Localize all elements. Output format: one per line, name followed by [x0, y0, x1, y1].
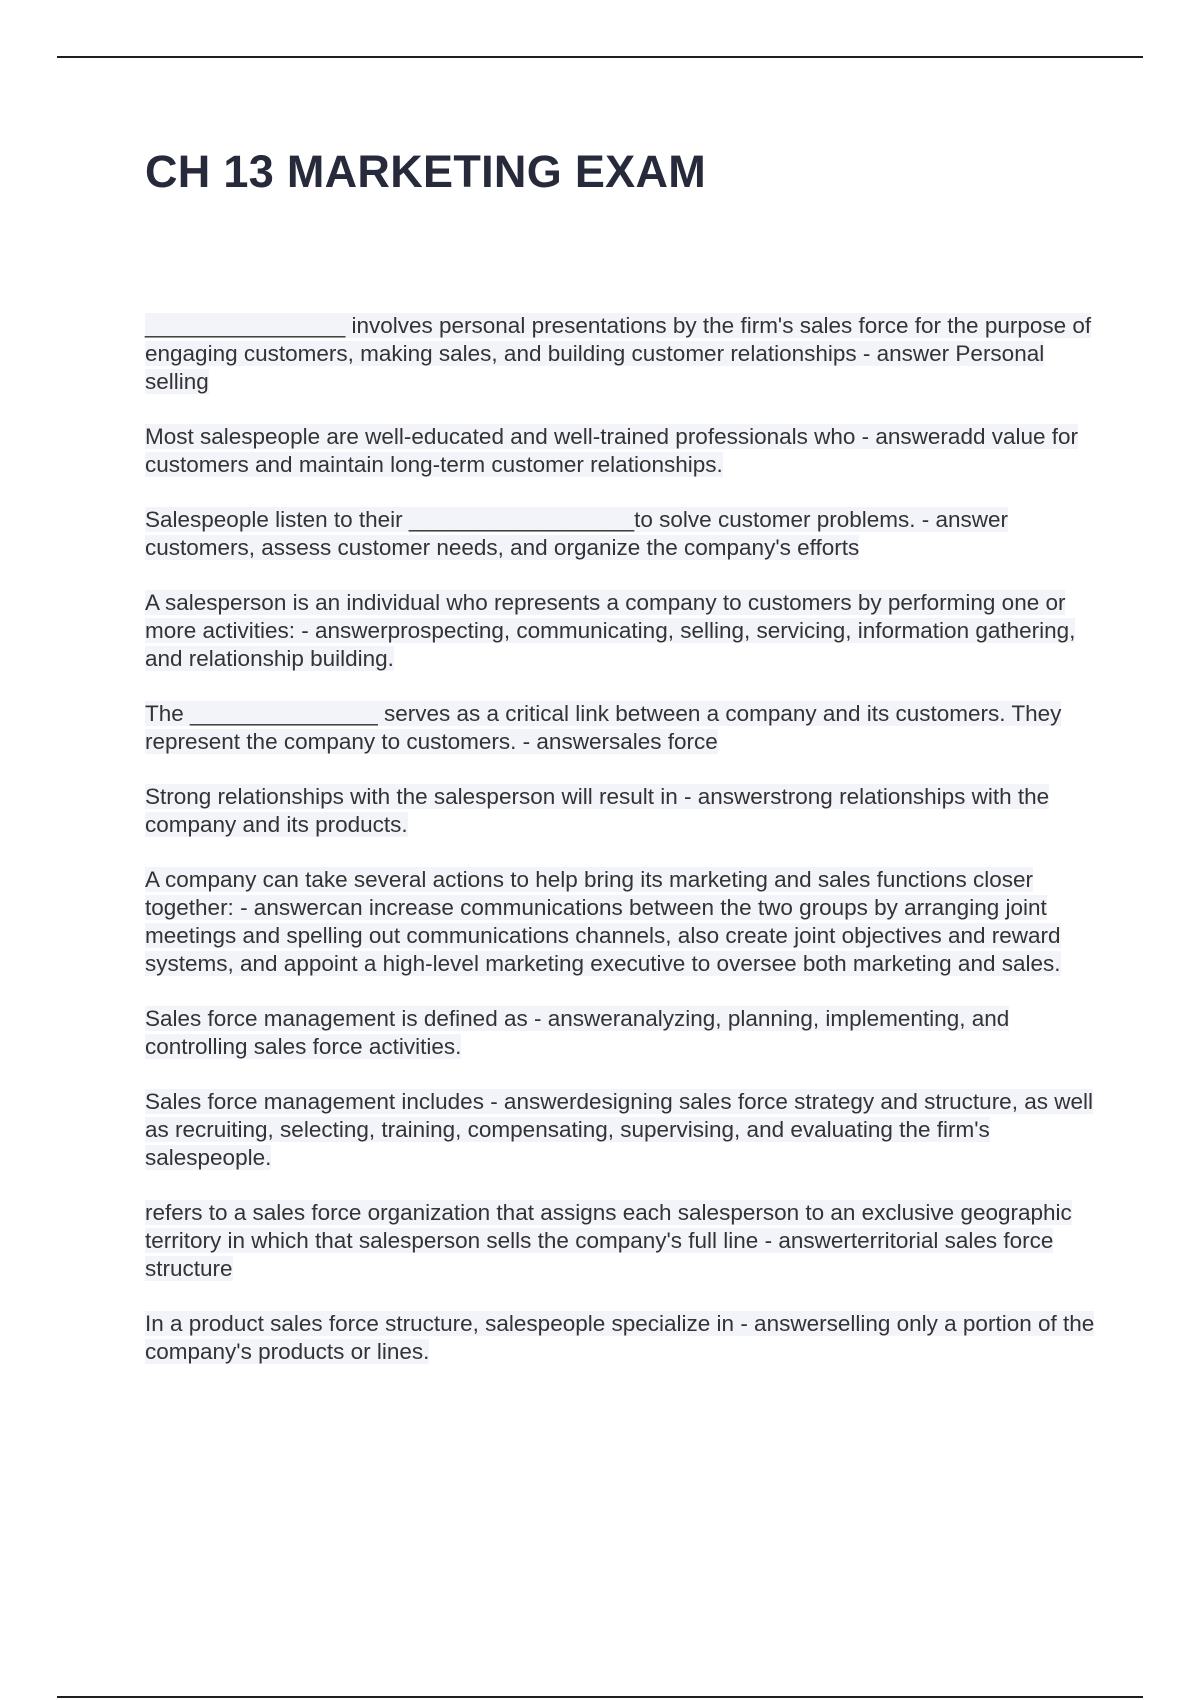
question-list — [145, 312, 1105, 1393]
qa-text: Sales force management includes - answerdesigning sales force strategy and structure, as well as recruiting, selecting, training, compensating, supervising, and evaluating the firm's salespeople. — [145, 1089, 1093, 1170]
qa-text: In a product sales force structure, salespeople specialize in - answerselling only a portion of the company's products or lines. — [145, 1311, 1095, 1364]
qa-text: A company can take several actions to help bring its marketing and sales functions closer together: - answercan increase communications between the two groups by arranging joint meetings and spelling out communications channels, also create joint objectives and reward systems, and appoint a high-level marketing executive to oversee both marketing and sales. — [145, 867, 1061, 976]
qa-text: Strong relationships with the salesperson will result in - answerstrong relationships with the company and its products. — [145, 784, 1050, 837]
qa-item — [145, 1310, 1105, 1366]
document-title: CH 13 MARKETING EXAM — [145, 146, 707, 197]
qa-item — [145, 866, 1105, 978]
qa-item — [145, 700, 1105, 756]
qa-item — [145, 1005, 1105, 1061]
qa-item — [145, 423, 1105, 479]
qa-text: The _______________ serves as a critical link between a company and its customers. They represent the company to customers. - answersales force — [145, 701, 1062, 754]
qa-text: ________________ involves personal presentations by the firm's sales force for the purpose of engaging customers, making sales, and building customer relationships - answer Personal selling — [145, 313, 1092, 394]
qa-item — [145, 1199, 1105, 1283]
qa-text: refers to a sales force organization that assigns each salesperson to an exclusive geographic territory in which that salesperson sells the company's full line - answerterritorial sales force structure — [145, 1200, 1072, 1281]
qa-text: A salesperson is an individual who represents a company to customers by performing one or more activities: - answerprospecting, communicating, selling, servicing, information gathering, and relationship building. — [145, 590, 1076, 671]
qa-item — [145, 589, 1105, 673]
qa-text: Sales force management is defined as - answeranalyzing, planning, implementing, and controlling sales force activities. — [145, 1006, 1010, 1059]
qa-text: Most salespeople are well-educated and well-trained professionals who - answeradd value for customers and maintain long-term customer relationships. — [145, 424, 1079, 477]
qa-item — [145, 1088, 1105, 1172]
top-rule — [57, 56, 1143, 58]
qa-item — [145, 312, 1105, 396]
bottom-rule — [57, 1696, 1143, 1698]
qa-text: Salespeople listen to their __________________to solve customer problems. - answer customers, assess customer needs, and organize the company's efforts — [145, 507, 1009, 560]
qa-item — [145, 783, 1105, 839]
qa-item — [145, 506, 1105, 562]
